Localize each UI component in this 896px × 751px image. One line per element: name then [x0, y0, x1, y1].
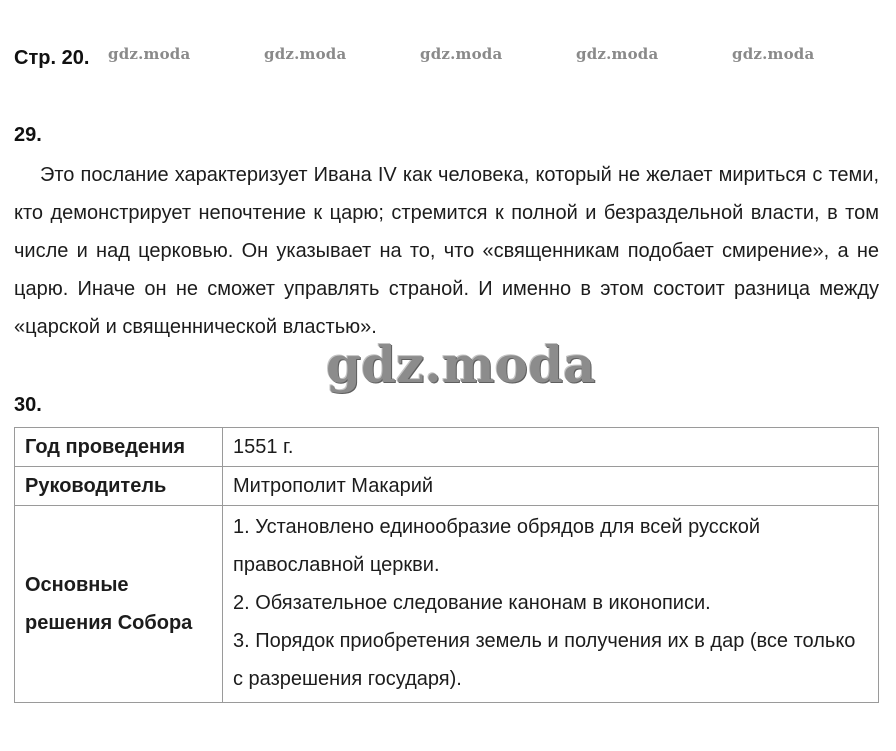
watermark-small-1: gdz.moda [108, 45, 191, 63]
task-29-answer: Это послание характеризует Ивана IV как человека, который не желает мириться с теми, кто демонстрирует непочтение к царю; стремится к полной и безраздельной власти, в том числе и над церковью. Он указывает на то, что «священникам подобает смирение», а не царю. Иначе он не сможет управлять страной. И именно в этом состоит разница между «царской и священнической властью». [14, 164, 879, 338]
leader-value: Митрополит Макарий [223, 467, 879, 506]
watermark-large: gdz.moda [326, 335, 596, 394]
watermark-small-2: gdz.moda [264, 45, 347, 63]
task-29-number: 29. [14, 124, 42, 146]
sobor-info-table [14, 427, 879, 703]
task-30-number: 30. [14, 394, 42, 416]
decision-item: 2. Обязательное следование канонам в иконописи. [233, 592, 711, 614]
watermark-small-4: gdz.moda [576, 45, 659, 63]
decisions-value [223, 506, 879, 703]
watermark-small-5: gdz.moda [732, 45, 815, 63]
year-label: Год проведения [15, 428, 223, 467]
leader-label: Руководитель [15, 467, 223, 506]
decision-item: 3. Порядок приобретения земель и получения их в дар (все только с разрешения государя). [233, 630, 856, 690]
decision-item: 1. Установлено единообразие обрядов для всей русской православной церкви. [233, 516, 761, 576]
decisions-label: Основные решения Собора [15, 506, 223, 703]
table-row-decisions [15, 506, 879, 703]
table-row-year [15, 428, 879, 467]
watermark-small-3: gdz.moda [420, 45, 503, 63]
page-reference: Стр. 20. [14, 47, 90, 69]
year-value: 1551 г. [223, 428, 879, 467]
table-row-leader [15, 467, 879, 506]
